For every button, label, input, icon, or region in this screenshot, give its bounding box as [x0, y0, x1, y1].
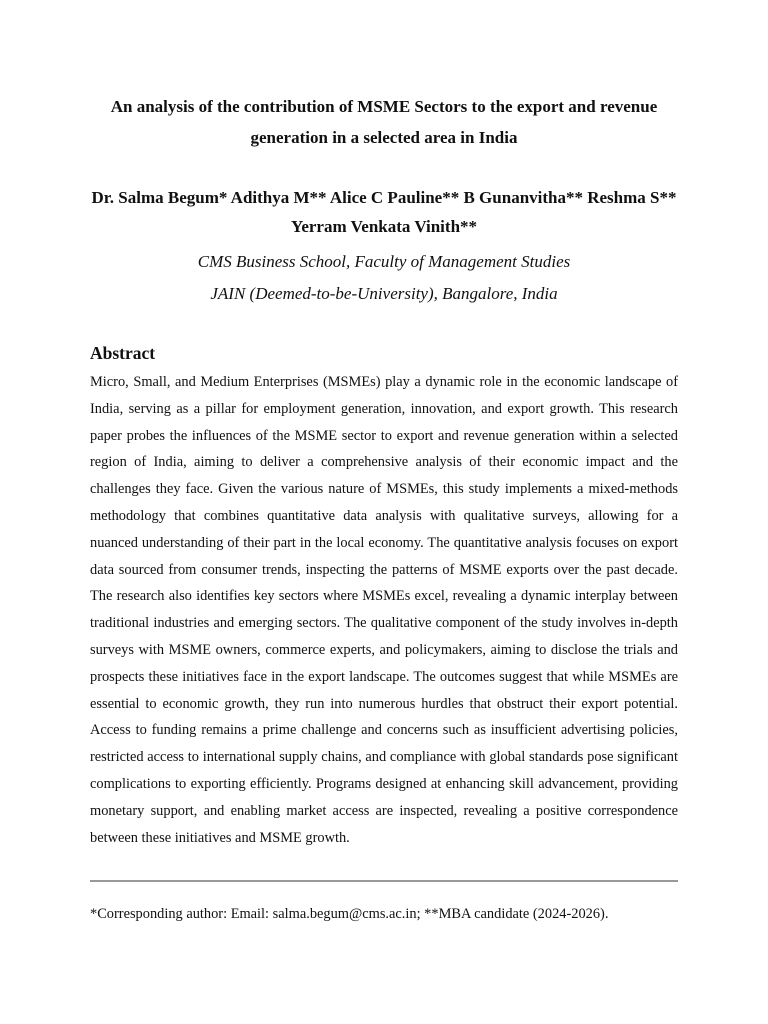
abstract-text: Micro, Small, and Medium Enterprises (MSMEs) play a dynamic role in the economic landscape of India, serving as a pillar for employment generation, innovation, and export growth. This research paper probes the influences of the MSME sector to export and revenue generation within a selected region of India, aiming to deliver a comprehensive analysis of their economic impact and the challenges they face. Given the various nature of MSMEs, this study implements a mixed-methods methodology that combines quantitative data analysis with qualitative surveys, allowing for a nuanced understanding of their part in the local economy. The quantitative analysis focuses on export data sourced from consumer trends, inspecting the patterns of MSME exports over the past decade. The research also identifies key sectors where MSMEs excel, revealing a dynamic interplay between traditional industries and emerging sectors. The qualitative component of the study involves in-depth surveys with MSME owners, commerce experts, and policymakers, aiming to disclose the trials and prospects these initiatives face in the export landscape. The outcomes suggest that while MSMEs are essential to economic growth, they run into numerous hurdles that obstruct their export potential. Access to funding remains a prime challenge and concerns such as insufficient advertising policies, restricted access to international supply chains, and compliance with global standards pose significant complications to exporting efficiently. Programs designed at enhancing skill advancement, providing monetary support, and enabling market access are inspected, revealing a positive correspondence between these initiatives and MSME growth.	[90, 374, 678, 846]
paper-title: An analysis of the contribution of MSME Sectors to the export and revenue generation in a selected area in India	[110, 97, 658, 147]
affiliation	[90, 246, 678, 310]
author-list: Dr. Salma Begum* Adithya M** Alice C Pauline** B Gunanvitha** Reshma S** Yerram Venkata Vinith**	[91, 188, 677, 236]
footnote: *Corresponding author: Email: salma.begum@cms.ac.in; **MBA candidate (2024-2026).	[90, 906, 609, 922]
footnote-divider	[90, 880, 678, 882]
affiliation-line-2: JAIN (Deemed-to-be-University), Bangalore, India	[210, 284, 558, 303]
affiliation-line-1: CMS Business School, Faculty of Management Studies	[197, 252, 571, 271]
abstract-heading: Abstract	[90, 343, 156, 363]
